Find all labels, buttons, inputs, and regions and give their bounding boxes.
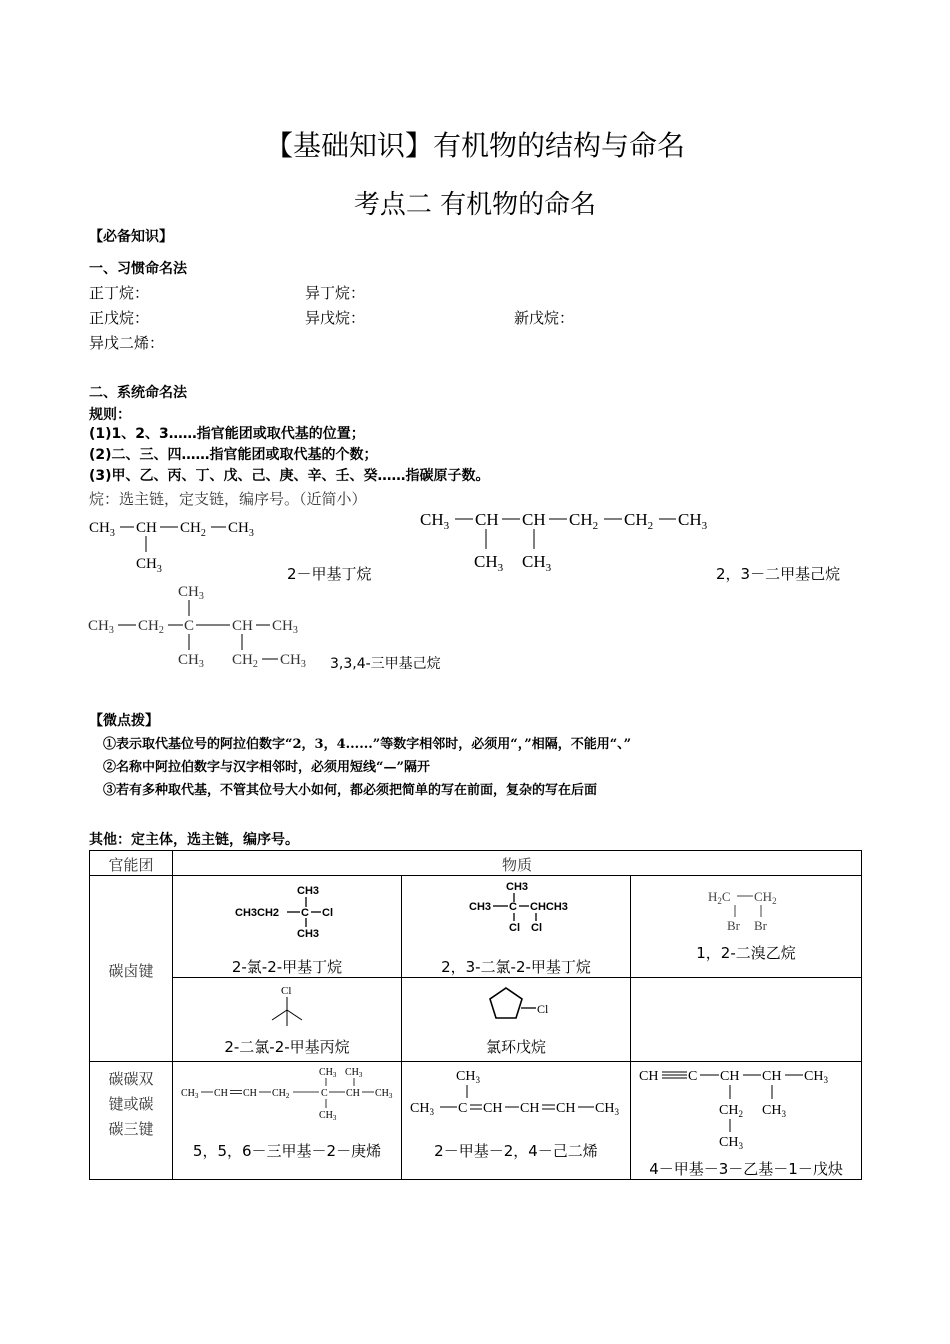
svg-text:C: C: [688, 1069, 698, 1084]
svg-text:C: C: [458, 1101, 468, 1116]
svg-text:CH3: $CH_3$: [228, 520, 254, 539]
svg-text:C: C: [321, 1088, 328, 1099]
svg-text:CH: CH: [136, 520, 157, 536]
svg-text:CH: CH: [214, 1088, 228, 1099]
svg-text:CH2: $CH_2$: [569, 510, 599, 532]
svg-text:CH2: $CH_2$: [180, 520, 206, 539]
svg-text:C: C: [301, 907, 309, 919]
cell-b: CH3 CH3 C CHCH3 Cl Cl 2，3-二氯-2-甲基丁烷: [402, 876, 631, 978]
svg-text:CH3: $CH_3$: [762, 1103, 786, 1119]
rule-2: (2)二、三、四……指官能团或取代基的个数；: [89, 447, 378, 463]
header-substance: 物质: [173, 851, 862, 876]
neo-pentane-label: 新戊烷：: [514, 309, 575, 327]
svg-text:CH3: $CH_3$: [804, 1069, 828, 1085]
cell-f: $CH_3$ $CH_3$ $CH_3$ CH CH $CH_2$ C CH $CH_3$ $CH_3$ 5，5，6－三甲基－2－庚烯: [173, 1062, 402, 1180]
svg-text:Br: Br: [754, 918, 767, 933]
example-1-name: 2－甲基丁烷: [287, 565, 372, 583]
svg-text:CH: CH: [232, 618, 253, 634]
svg-text:CH3: CH3: [506, 881, 529, 893]
structure-2-3-dimethylhexane: [418, 505, 718, 577]
svg-text:CH3: $CH_3$: [181, 1088, 199, 1100]
iso-butane-label: 异丁烷：: [305, 284, 366, 302]
habit-heading: 一、习惯命名法: [89, 261, 187, 277]
svg-text:CH: CH: [243, 1088, 257, 1099]
svg-text:CH3: $CH_3$: [522, 552, 552, 574]
svg-text:CH: CH: [520, 1101, 540, 1116]
svg-text:CH: CH: [483, 1101, 503, 1116]
svg-text:CH: CH: [522, 510, 546, 529]
svg-text:CHCH3: CHCH3: [530, 901, 568, 913]
svg-text:CH3: $CH_3$: [456, 1069, 480, 1085]
svg-text:CH3: $CH_3$: [319, 1110, 337, 1122]
cell-empty: [631, 978, 862, 1062]
svg-text:CH3: CH3: [469, 901, 492, 913]
svg-text:Br: Br: [727, 918, 740, 933]
structure-c: [706, 884, 796, 934]
tip-3: ③若有多种取代基，不管其位号大小如何，都必须把简单的写在前面，复杂的写在后面: [103, 783, 598, 798]
isoprene-label: 异戊二烯：: [89, 334, 165, 352]
rules-label: 规则：: [89, 407, 131, 423]
page-title: 【基础知识】有机物的结构与命名: [264, 129, 685, 162]
svg-text:CH2: $CH_2$: [232, 652, 258, 670]
cell-g: $CH_3$ $CH_3$ C CH CH CH $CH_3$ 2－甲基－2，4－己二烯: [402, 1062, 631, 1180]
structure-h: [637, 1064, 859, 1150]
svg-text:CH3: $CH_3$: [719, 1135, 743, 1150]
svg-text:CH: CH: [475, 510, 499, 529]
svg-text:H2C: $H_2C$: [708, 889, 731, 906]
svg-text:CH3: $CH_3$: [420, 510, 450, 532]
iso-pentane-label: 异戊烷：: [305, 309, 366, 327]
rule-3: (3)甲、乙、丙、丁、戊、己、庚、辛、壬、癸……指碳原子数。: [89, 468, 490, 484]
system-heading: 二、系统命名法: [89, 385, 187, 401]
svg-text:CH3: $CH_3$: [595, 1101, 619, 1117]
row-group-unsaturated: 碳碳双 键或碳 碳三键: [90, 1062, 173, 1180]
svg-text:CH: CH: [639, 1069, 659, 1084]
svg-text:Cl: Cl: [537, 1002, 549, 1016]
structure-a: [233, 880, 353, 940]
n-pentane-label: 正戊烷：: [89, 309, 150, 327]
svg-text:CH3: CH3: [297, 885, 320, 897]
svg-text:CH3: $CH_3$: [89, 520, 115, 539]
tip-1: ①表示取代基位号的阿拉伯数字“2，3，4......”等数字相邻时，必须用“，”相隔，不能用“、”: [103, 737, 632, 752]
svg-text:CH3: $CH_3$: [345, 1067, 363, 1079]
svg-text:CH: CH: [762, 1069, 782, 1084]
cell-e: Cl 氯环戊烷: [402, 978, 631, 1062]
cell-d: Cl 2-二氯-2-甲基丙烷: [173, 978, 402, 1062]
structure-d: [268, 982, 308, 1028]
svg-text:C: C: [184, 618, 195, 634]
svg-text:Cl: Cl: [509, 922, 520, 934]
structure-3-3-4-trimethylhexane: [86, 580, 326, 672]
svg-text:Cl: Cl: [281, 985, 292, 997]
cell-a: CH3 CH3CH2 C Cl CH3 2-氯-2-甲基丁烷: [173, 876, 402, 978]
row-group-halide: 碳卤键: [90, 876, 173, 1062]
alkane-rule: 烷：选主链，定支链，编序号。（近简小）: [89, 490, 367, 508]
other-heading: 其他：定主体，选主链，编序号。: [89, 832, 299, 848]
example-3-name: 3,3,4-三甲基己烷: [330, 656, 441, 672]
section-required: 【必备知识】: [89, 229, 173, 245]
svg-text:CH3: $CH_3$: [178, 652, 204, 670]
header-group: 官能团: [90, 851, 173, 876]
rule-1: (1)1、2、3……指官能团或取代基的位置；: [89, 426, 365, 442]
svg-text:Cl: Cl: [531, 922, 542, 934]
svg-text:CH3: CH3: [297, 928, 320, 940]
svg-text:Cl: Cl: [322, 907, 333, 919]
cell-h: CH C CH CH $CH_3$ $CH_2$ $CH_3$ $CH_3$ 4－甲基－3－乙基－1－戊炔: [631, 1062, 862, 1180]
svg-text:CH3: $CH_3$: [678, 510, 708, 532]
naming-table: [89, 850, 862, 1180]
tips-heading: 【微点拨】: [89, 713, 159, 729]
svg-text:CH3: $CH_3$: [178, 584, 204, 602]
svg-text:CH3: $CH_3$: [474, 552, 504, 574]
svg-text:CH3: $CH_3$: [375, 1088, 393, 1100]
svg-text:CH: CH: [346, 1088, 360, 1099]
n-butane-label: 正丁烷：: [89, 284, 150, 302]
structure-f: [179, 1064, 401, 1130]
svg-text:CH: CH: [556, 1101, 576, 1116]
svg-text:CH2: $CH_2$: [138, 618, 164, 636]
page-subtitle: 考点二 有机物的命名: [353, 190, 597, 220]
svg-text:CH3: $CH_3$: [136, 556, 162, 575]
svg-text:CH3: $CH_3$: [410, 1101, 434, 1117]
example-2-name: 2，3－二甲基己烷: [716, 565, 841, 583]
svg-text:CH3: $CH_3$: [280, 652, 306, 670]
svg-text:C: C: [509, 901, 517, 913]
cell-c: $H_2C$ $CH_2$ Br Br 1，2-二溴乙烷: [631, 876, 862, 978]
svg-text:CH3: $CH_3$: [88, 618, 114, 636]
structure-e: [484, 982, 554, 1026]
structure-2-methylbutane: [86, 512, 276, 577]
svg-text:CH: CH: [720, 1069, 740, 1084]
tip-2: ②名称中阿拉伯数字与汉字相邻时，必须用短线“—”隔开: [103, 760, 430, 775]
svg-text:CH3: $CH_3$: [319, 1067, 337, 1079]
svg-text:CH2: $CH_2$: [719, 1103, 743, 1119]
structure-b: [467, 878, 587, 938]
svg-text:CH2: $CH_2$: [272, 1088, 290, 1100]
svg-text:CH3: $CH_3$: [272, 618, 298, 636]
svg-text:CH2: $CH_2$: [624, 510, 654, 532]
structure-g: [408, 1066, 630, 1126]
svg-text:CH3CH2: CH3CH2: [235, 907, 280, 919]
svg-text:CH2: $CH_2$: [754, 889, 777, 906]
